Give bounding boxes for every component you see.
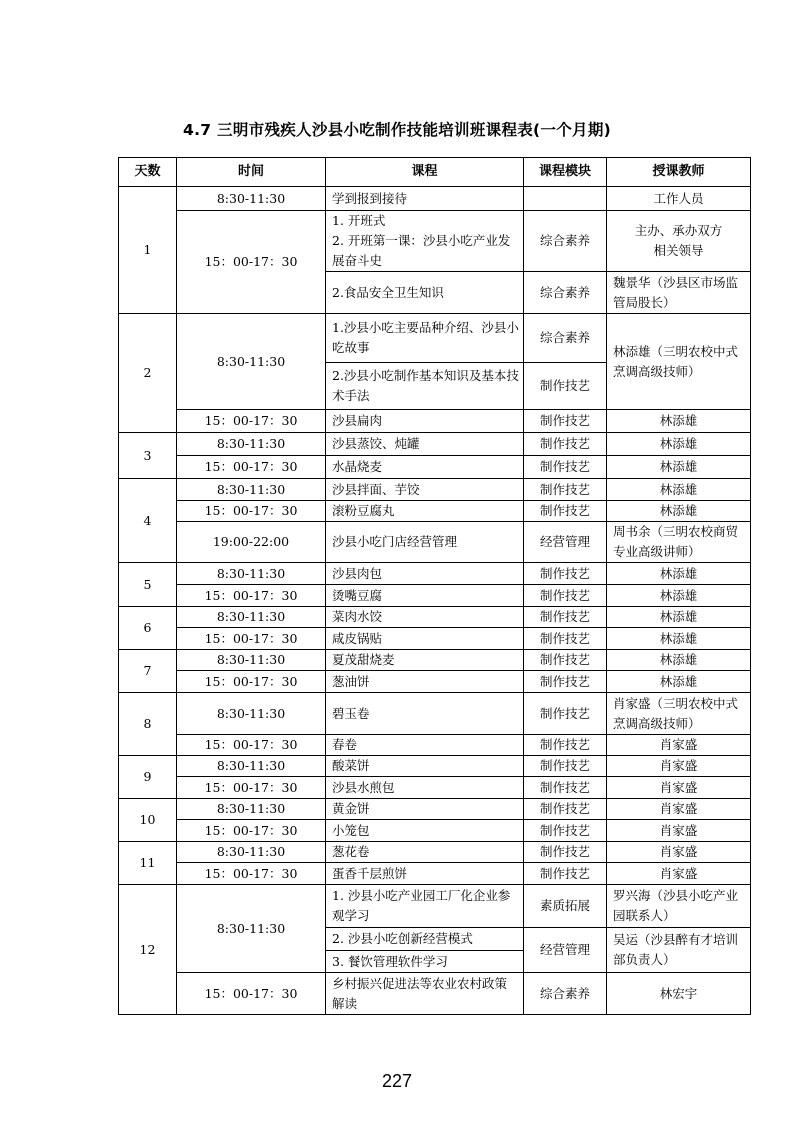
teacher-cell: 主办、承办双方 相关领导 xyxy=(607,211,751,272)
day-cell: 11 xyxy=(119,842,177,885)
course-cell: 乡村振兴促进法等农业农村政策解读 xyxy=(326,973,524,1015)
course-cell: 沙县肉包 xyxy=(326,563,524,585)
table-row xyxy=(119,799,751,820)
header-module: 课程模块 xyxy=(524,158,607,187)
module-cell: 制作技艺 xyxy=(524,479,607,501)
time-cell: 15：00-17：30 xyxy=(177,973,326,1015)
time-cell: 15：00-17：30 xyxy=(177,211,326,314)
table-row xyxy=(119,433,751,456)
time-cell: 8:30-11:30 xyxy=(177,799,326,820)
time-cell: 8:30-11:30 xyxy=(177,607,326,628)
header-day: 天数 xyxy=(119,158,177,187)
module-cell: 制作技艺 xyxy=(524,799,607,820)
teacher-cell: 林添雄 xyxy=(607,410,751,433)
time-cell: 8:30-11:30 xyxy=(177,314,326,410)
teacher-cell: 林添雄 xyxy=(607,456,751,479)
teacher-cell: 林添雄 xyxy=(607,433,751,456)
module-cell: 制作技艺 xyxy=(524,820,607,842)
table-row xyxy=(119,820,751,842)
time-cell: 8:30-11:30 xyxy=(177,433,326,456)
course-cell: 沙县拌面、芋饺 xyxy=(326,479,524,501)
time-cell: 15：00-17：30 xyxy=(177,863,326,885)
course-cell: 沙县水煎包 xyxy=(326,777,524,799)
course-cell: 小笼包 xyxy=(326,820,524,842)
teacher-cell: 罗兴海（沙县小吃产业园联系人） xyxy=(607,885,751,928)
table-row xyxy=(119,585,751,607)
course-cell: 水晶烧麦 xyxy=(326,456,524,479)
course-cell: 学到报到接待 xyxy=(326,187,524,211)
table-row xyxy=(119,693,751,735)
module-cell: 经营管理 xyxy=(524,928,607,973)
module-cell: 制作技艺 xyxy=(524,756,607,777)
course-cell: 春卷 xyxy=(326,735,524,756)
module-cell: 制作技艺 xyxy=(524,433,607,456)
teacher-cell: 肖家盛 xyxy=(607,820,751,842)
course-cell: 夏茂甜烧麦 xyxy=(326,650,524,671)
time-cell: 8:30-11:30 xyxy=(177,842,326,863)
teacher-cell: 林添雄 xyxy=(607,607,751,628)
header-teacher: 授课教师 xyxy=(607,158,751,187)
table-row xyxy=(119,735,751,756)
module-cell: 制作技艺 xyxy=(524,735,607,756)
course-cell: 沙县扁肉 xyxy=(326,410,524,433)
time-cell: 15：00-17：30 xyxy=(177,628,326,650)
day-cell: 1 xyxy=(119,187,177,314)
course-cell: 葱花卷 xyxy=(326,842,524,863)
document-title: 4.7 三明市残疾人沙县小吃制作技能培训班课程表(一个月期) xyxy=(182,121,612,139)
table-row xyxy=(119,842,751,863)
time-cell: 15：00-17：30 xyxy=(177,671,326,693)
module-cell: 制作技艺 xyxy=(524,501,607,522)
table-row xyxy=(119,607,751,628)
module-cell: 素质拓展 xyxy=(524,885,607,928)
time-cell: 15：00-17：30 xyxy=(177,501,326,522)
table-row xyxy=(119,863,751,885)
time-cell: 8:30-11:30 xyxy=(177,187,326,211)
time-cell: 15：00-17：30 xyxy=(177,585,326,607)
course-cell: 咸皮锅贴 xyxy=(326,628,524,650)
table-row xyxy=(119,628,751,650)
header-time: 时间 xyxy=(177,158,326,187)
time-cell: 8:30-11:30 xyxy=(177,693,326,735)
teacher-cell: 林添雄 xyxy=(607,628,751,650)
table-row xyxy=(119,973,751,1015)
teacher-cell: 林添雄 xyxy=(607,563,751,585)
module-cell: 制作技艺 xyxy=(524,777,607,799)
schedule-table xyxy=(118,157,751,1015)
table-row xyxy=(119,211,751,272)
table-row xyxy=(119,777,751,799)
module-cell: 制作技艺 xyxy=(524,628,607,650)
module-cell: 制作技艺 xyxy=(524,585,607,607)
day-cell: 3 xyxy=(119,433,177,479)
day-cell: 2 xyxy=(119,314,177,433)
course-cell: 葱油饼 xyxy=(326,671,524,693)
time-cell: 15：00-17：30 xyxy=(177,456,326,479)
module-cell: 制作技艺 xyxy=(524,410,607,433)
table-row xyxy=(119,479,751,501)
teacher-cell: 林添雄 xyxy=(607,585,751,607)
time-cell: 19:00-22:00 xyxy=(177,522,326,563)
teacher-cell: 林添雄 xyxy=(607,501,751,522)
course-cell: 沙县蒸饺、炖罐 xyxy=(326,433,524,456)
module-cell: 制作技艺 xyxy=(524,842,607,863)
teacher-cell: 肖家盛 xyxy=(607,799,751,820)
day-cell: 6 xyxy=(119,607,177,650)
header-course: 课程 xyxy=(326,158,524,187)
module-cell: 制作技艺 xyxy=(524,607,607,628)
table-row xyxy=(119,563,751,585)
time-cell: 8:30-11:30 xyxy=(177,650,326,671)
table-row xyxy=(119,650,751,671)
time-cell: 8:30-11:30 xyxy=(177,885,326,973)
page-number: 227 xyxy=(381,1071,413,1091)
module-cell: 经营管理 xyxy=(524,522,607,563)
teacher-cell: 林添雄 xyxy=(607,650,751,671)
day-cell: 5 xyxy=(119,563,177,607)
module-cell: 制作技艺 xyxy=(524,671,607,693)
time-cell: 15：00-17：30 xyxy=(177,777,326,799)
module-cell: 综合素养 xyxy=(524,973,607,1015)
table-row xyxy=(119,456,751,479)
course-cell: 蛋香千层煎饼 xyxy=(326,863,524,885)
teacher-cell: 肖家盛 xyxy=(607,842,751,863)
course-cell: 2.食品安全卫生知识 xyxy=(326,272,524,314)
time-cell: 15：00-17：30 xyxy=(177,410,326,433)
time-cell: 8:30-11:30 xyxy=(177,563,326,585)
day-cell: 9 xyxy=(119,756,177,799)
module-cell: 制作技艺 xyxy=(524,650,607,671)
time-cell: 8:30-11:30 xyxy=(177,756,326,777)
day-cell: 8 xyxy=(119,693,177,756)
table-row xyxy=(119,671,751,693)
module-cell: 制作技艺 xyxy=(524,563,607,585)
course-cell: 2. 沙县小吃创新经营模式 xyxy=(326,928,524,951)
day-cell: 10 xyxy=(119,799,177,842)
teacher-cell: 林添雄（三明农校中式烹调高级技师） xyxy=(607,314,751,410)
teacher-cell: 肖家盛 xyxy=(607,777,751,799)
teacher-cell: 林宏宇 xyxy=(607,973,751,1015)
teacher-cell: 林添雄 xyxy=(607,671,751,693)
table-row xyxy=(119,410,751,433)
teacher-cell: 林添雄 xyxy=(607,479,751,501)
table-row xyxy=(119,885,751,928)
table-row xyxy=(119,501,751,522)
teacher-cell: 魏景华（沙县区市场监管局股长） xyxy=(607,272,751,314)
table-header-row xyxy=(119,158,751,187)
table-row xyxy=(119,756,751,777)
course-cell: 3. 餐饮管理软件学习 xyxy=(326,951,524,973)
teacher-cell: 肖家盛（三明农校中式烹调高级技师） xyxy=(607,693,751,735)
teacher-cell: 肖家盛 xyxy=(607,735,751,756)
module-cell: 综合素养 xyxy=(524,314,607,363)
table-row xyxy=(119,522,751,563)
module-cell: 制作技艺 xyxy=(524,863,607,885)
day-cell: 12 xyxy=(119,885,177,1015)
course-cell: 黄金饼 xyxy=(326,799,524,820)
module-cell: 综合素养 xyxy=(524,272,607,314)
time-cell: 8:30-11:30 xyxy=(177,479,326,501)
course-cell: 1. 开班式 2. 开班第一课：沙县小吃产业发展奋斗史 xyxy=(326,211,524,272)
course-cell: 烫嘴豆腐 xyxy=(326,585,524,607)
table-row xyxy=(119,187,751,211)
course-cell: 酸菜饼 xyxy=(326,756,524,777)
course-cell: 沙县小吃门店经营管理 xyxy=(326,522,524,563)
course-cell: 菜肉水饺 xyxy=(326,607,524,628)
teacher-cell: 工作人员 xyxy=(607,187,751,211)
module-cell: 制作技艺 xyxy=(524,363,607,410)
teacher-cell: 周书余（三明农校商贸专业高级讲师） xyxy=(607,522,751,563)
module-cell: 制作技艺 xyxy=(524,456,607,479)
day-cell: 4 xyxy=(119,479,177,563)
table-row xyxy=(119,314,751,363)
teacher-cell: 肖家盛 xyxy=(607,756,751,777)
course-cell: 碧玉卷 xyxy=(326,693,524,735)
course-cell: 滚粉豆腐丸 xyxy=(326,501,524,522)
module-cell: 制作技艺 xyxy=(524,693,607,735)
course-cell: 1.沙县小吃主要品种介绍、沙县小吃故事 xyxy=(326,314,524,363)
day-cell: 7 xyxy=(119,650,177,693)
teacher-cell: 肖家盛 xyxy=(607,863,751,885)
module-cell: 综合素养 xyxy=(524,211,607,272)
course-cell: 2.沙县小吃制作基本知识及基本技术手法 xyxy=(326,363,524,410)
time-cell: 15：00-17：30 xyxy=(177,735,326,756)
teacher-cell: 吴运（沙县醉有才培训部负责人） xyxy=(607,928,751,973)
module-cell xyxy=(524,187,607,211)
time-cell: 15：00-17：30 xyxy=(177,820,326,842)
course-cell: 1. 沙县小吃产业园工厂化企业参观学习 xyxy=(326,885,524,928)
